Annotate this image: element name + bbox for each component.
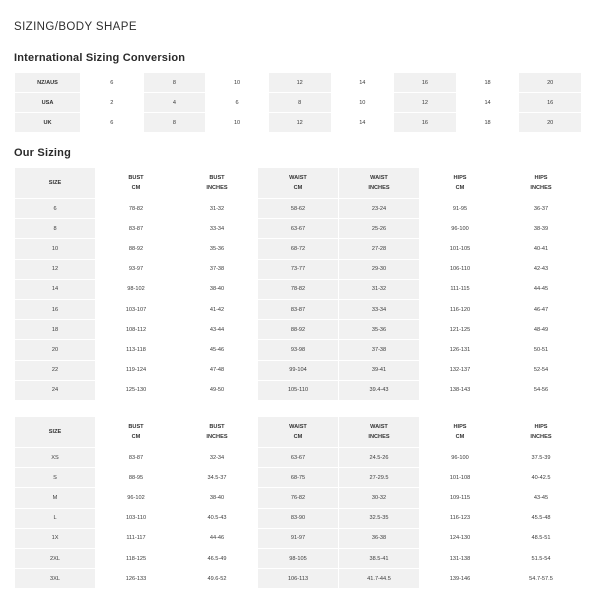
measurement-cell: 38-39 [501, 219, 582, 239]
conversion-cell: 8 [143, 113, 206, 133]
measurement-cell: 78-82 [96, 199, 177, 219]
measurement-cell: 40-42.5 [501, 468, 582, 488]
measurement-cell: 106-110 [420, 259, 501, 279]
conversion-cell: 10 [206, 73, 269, 93]
conversion-cell: 14 [456, 93, 519, 113]
conversion-cell: 12 [394, 93, 457, 113]
measurement-cell: 52-54 [501, 360, 582, 380]
column-header [177, 168, 258, 199]
measurement-cell: 138-143 [420, 380, 501, 400]
column-header [420, 168, 501, 199]
measurement-cell: 45-46 [177, 340, 258, 360]
measurement-cell: 88-92 [258, 320, 339, 340]
column-header [258, 417, 339, 448]
conversion-cell: 6 [81, 113, 144, 133]
measurement-cell: 96-100 [420, 219, 501, 239]
measurement-cell: 36-38 [339, 528, 420, 548]
measurement-cell: 35-36 [339, 320, 420, 340]
table-row [15, 219, 582, 239]
measurement-cell: 33-34 [177, 219, 258, 239]
conversion-cell: 18 [456, 73, 519, 93]
column-header [96, 168, 177, 199]
measurement-cell: 41-42 [177, 299, 258, 319]
size-cell: 16 [15, 299, 96, 319]
measurement-cell: 119-124 [96, 360, 177, 380]
measurement-cell: 50-51 [501, 340, 582, 360]
column-header-line: CM [293, 434, 303, 440]
measurement-cell: 139-146 [420, 569, 501, 589]
column-header-line: INCHES [206, 434, 228, 440]
column-header-line: WAIST [289, 174, 307, 181]
conversion-cell: 18 [456, 113, 519, 133]
column-header [258, 168, 339, 199]
conversion-cell: 6 [81, 73, 144, 93]
table-row [15, 239, 582, 259]
column-header [15, 168, 96, 199]
conversion-cell: 10 [206, 113, 269, 133]
measurement-cell: 78-82 [258, 279, 339, 299]
conversion-cell: 2 [81, 93, 144, 113]
size-cell: XS [15, 448, 96, 468]
measurement-cell: 40.5-43 [177, 508, 258, 528]
column-header [177, 417, 258, 448]
page-title: SIZING/BODY SHAPE [14, 21, 137, 33]
measurement-cell: 63-67 [258, 219, 339, 239]
column-header-line: CM [293, 185, 303, 191]
conversion-row-label: USA [15, 93, 81, 113]
measurement-cell: 47-48 [177, 360, 258, 380]
conversion-cell: 8 [268, 93, 331, 113]
size-cell: 1X [15, 528, 96, 548]
column-header-line: INCHES [530, 434, 552, 440]
measurement-cell: 38-40 [177, 488, 258, 508]
measurement-cell: 131-138 [420, 548, 501, 568]
measurement-cell: 125-130 [96, 380, 177, 400]
measurement-cell: 113-118 [96, 340, 177, 360]
measurement-cell: 30-32 [339, 488, 420, 508]
size-cell: 6 [15, 199, 96, 219]
table-row [15, 448, 582, 468]
size-cell: 8 [15, 219, 96, 239]
measurement-cell: 37.5-39 [501, 448, 582, 468]
column-header-line: SIZE [48, 179, 62, 186]
measurement-cell: 37-38 [339, 340, 420, 360]
table-row [15, 199, 582, 219]
measurement-cell: 103-110 [96, 508, 177, 528]
measurement-cell: 88-95 [96, 468, 177, 488]
column-header [15, 417, 96, 448]
size-cell: 18 [15, 320, 96, 340]
measurement-cell: 126-131 [420, 340, 501, 360]
column-header-line: CM [455, 185, 465, 191]
size-cell: 12 [15, 259, 96, 279]
measurement-cell: 91-95 [420, 199, 501, 219]
measurement-cell: 51.5-54 [501, 548, 582, 568]
column-header-line: CM [131, 434, 141, 440]
measurement-cell: 73-77 [258, 259, 339, 279]
conversion-cell: 16 [519, 93, 582, 113]
table-row [15, 569, 582, 589]
size-cell: 14 [15, 279, 96, 299]
measurement-cell: 98-102 [96, 279, 177, 299]
table-row [15, 259, 582, 279]
measurement-cell: 116-123 [420, 508, 501, 528]
column-header [339, 168, 420, 199]
measurement-cell: 33-34 [339, 299, 420, 319]
column-header-line: WAIST [289, 423, 307, 430]
size-cell: 22 [15, 360, 96, 380]
column-header-line: BUST [209, 423, 225, 430]
measurement-cell: 38.5-41 [339, 548, 420, 568]
measurement-cell: 126-133 [96, 569, 177, 589]
measurement-cell: 88-92 [96, 239, 177, 259]
measurement-cell: 98-105 [258, 548, 339, 568]
measurement-cell: 54-56 [501, 380, 582, 400]
measurement-cell: 43-44 [177, 320, 258, 340]
size-cell: L [15, 508, 96, 528]
column-header-line: HIPS [534, 423, 548, 430]
measurement-cell: 111-117 [96, 528, 177, 548]
size-cell: M [15, 488, 96, 508]
table-row [15, 528, 582, 548]
conversion-row [15, 73, 582, 93]
our-sizing-heading: Our Sizing [14, 147, 71, 159]
measurement-cell: 96-100 [420, 448, 501, 468]
measurement-cell: 93-97 [96, 259, 177, 279]
measurement-cell: 101-108 [420, 468, 501, 488]
conversion-cell: 16 [394, 73, 457, 93]
measurement-cell: 49-50 [177, 380, 258, 400]
measurement-cell: 111-115 [420, 279, 501, 299]
measurement-cell: 68-75 [258, 468, 339, 488]
conversion-cell: 6 [206, 93, 269, 113]
column-header [339, 417, 420, 448]
measurement-cell: 37-38 [177, 259, 258, 279]
column-header-line: INCHES [368, 434, 390, 440]
column-header-line: INCHES [530, 185, 552, 191]
measurement-cell: 29-30 [339, 259, 420, 279]
table-row [15, 380, 582, 400]
column-header-line: BUST [209, 174, 225, 181]
measurement-cell: 24.5-26 [339, 448, 420, 468]
conversion-row-label: NZ/AUS [15, 73, 81, 93]
measurement-cell: 108-112 [96, 320, 177, 340]
measurement-cell: 99-104 [258, 360, 339, 380]
column-header-line: BUST [128, 174, 144, 181]
table-row [15, 548, 582, 568]
measurement-cell: 106-113 [258, 569, 339, 589]
column-header-line: HIPS [453, 423, 467, 430]
measurement-cell: 32-34 [177, 448, 258, 468]
measurement-cell: 96-102 [96, 488, 177, 508]
column-header [501, 417, 582, 448]
size-cell: 2XL [15, 548, 96, 568]
measurement-cell: 23-24 [339, 199, 420, 219]
sizing-table-numeric [14, 167, 582, 401]
measurement-cell: 27-28 [339, 239, 420, 259]
measurement-cell: 101-105 [420, 239, 501, 259]
table-row [15, 468, 582, 488]
measurement-cell: 42-43 [501, 259, 582, 279]
measurement-cell: 83-87 [258, 299, 339, 319]
measurement-cell: 46.5-49 [177, 548, 258, 568]
table-row [15, 508, 582, 528]
measurement-cell: 27-29.5 [339, 468, 420, 488]
conversion-table [14, 72, 582, 133]
column-header-line: SIZE [48, 428, 62, 435]
measurement-cell: 45.5-48 [501, 508, 582, 528]
measurement-cell: 132-137 [420, 360, 501, 380]
measurement-cell: 39-41 [339, 360, 420, 380]
measurement-cell: 31-32 [339, 279, 420, 299]
column-header-line: INCHES [206, 185, 228, 191]
table-row [15, 320, 582, 340]
measurement-cell: 121-125 [420, 320, 501, 340]
column-header-line: INCHES [368, 185, 390, 191]
measurement-cell: 43-45 [501, 488, 582, 508]
table-row [15, 279, 582, 299]
column-header-line: HIPS [453, 174, 467, 181]
measurement-cell: 105-110 [258, 380, 339, 400]
measurement-cell: 38-40 [177, 279, 258, 299]
measurement-cell: 83-87 [96, 219, 177, 239]
column-header [96, 417, 177, 448]
column-header-line: CM [131, 185, 141, 191]
measurement-cell: 76-82 [258, 488, 339, 508]
measurement-cell: 32.5-35 [339, 508, 420, 528]
conversion-row [15, 113, 582, 133]
table-row [15, 488, 582, 508]
conversion-row-label: UK [15, 113, 81, 133]
column-header [501, 168, 582, 199]
conversion-heading: International Sizing Conversion [14, 52, 186, 64]
measurement-cell: 91-97 [258, 528, 339, 548]
measurement-cell: 83-90 [258, 508, 339, 528]
conversion-cell: 16 [394, 113, 457, 133]
table-row [15, 299, 582, 319]
conversion-cell: 10 [331, 93, 394, 113]
measurement-cell: 36-37 [501, 199, 582, 219]
conversion-row [15, 93, 582, 113]
measurement-cell: 46-47 [501, 299, 582, 319]
measurement-cell: 48.5-51 [501, 528, 582, 548]
measurement-cell: 25-26 [339, 219, 420, 239]
column-header-line: HIPS [534, 174, 548, 181]
column-header [420, 417, 501, 448]
size-cell: S [15, 468, 96, 488]
conversion-cell: 12 [268, 113, 331, 133]
conversion-cell: 4 [143, 93, 206, 113]
column-header-line: WAIST [370, 423, 388, 430]
measurement-cell: 44-45 [501, 279, 582, 299]
size-cell: 3XL [15, 569, 96, 589]
table-row [15, 340, 582, 360]
measurement-cell: 41.7-44.5 [339, 569, 420, 589]
measurement-cell: 124-130 [420, 528, 501, 548]
size-cell: 10 [15, 239, 96, 259]
measurement-cell: 48-49 [501, 320, 582, 340]
conversion-cell: 20 [519, 73, 582, 93]
measurement-cell: 83-87 [96, 448, 177, 468]
measurement-cell: 31-32 [177, 199, 258, 219]
table-row [15, 360, 582, 380]
conversion-cell: 8 [143, 73, 206, 93]
measurement-cell: 40-41 [501, 239, 582, 259]
measurement-cell: 44-46 [177, 528, 258, 548]
sizing-table-letter [14, 416, 582, 589]
measurement-cell: 93-98 [258, 340, 339, 360]
column-header-line: CM [455, 434, 465, 440]
measurement-cell: 109-115 [420, 488, 501, 508]
measurement-cell: 58-62 [258, 199, 339, 219]
measurement-cell: 54.7-57.5 [501, 569, 582, 589]
column-header-line: BUST [128, 423, 144, 430]
measurement-cell: 49.6-52 [177, 569, 258, 589]
measurement-cell: 116-120 [420, 299, 501, 319]
size-cell: 24 [15, 380, 96, 400]
conversion-cell: 12 [268, 73, 331, 93]
conversion-cell: 14 [331, 73, 394, 93]
column-header-line: WAIST [370, 174, 388, 181]
measurement-cell: 39.4-43 [339, 380, 420, 400]
measurement-cell: 34.5-37 [177, 468, 258, 488]
measurement-cell: 68-72 [258, 239, 339, 259]
measurement-cell: 118-125 [96, 548, 177, 568]
measurement-cell: 63-67 [258, 448, 339, 468]
measurement-cell: 103-107 [96, 299, 177, 319]
conversion-cell: 14 [331, 113, 394, 133]
measurement-cell: 35-36 [177, 239, 258, 259]
conversion-cell: 20 [519, 113, 582, 133]
size-cell: 20 [15, 340, 96, 360]
